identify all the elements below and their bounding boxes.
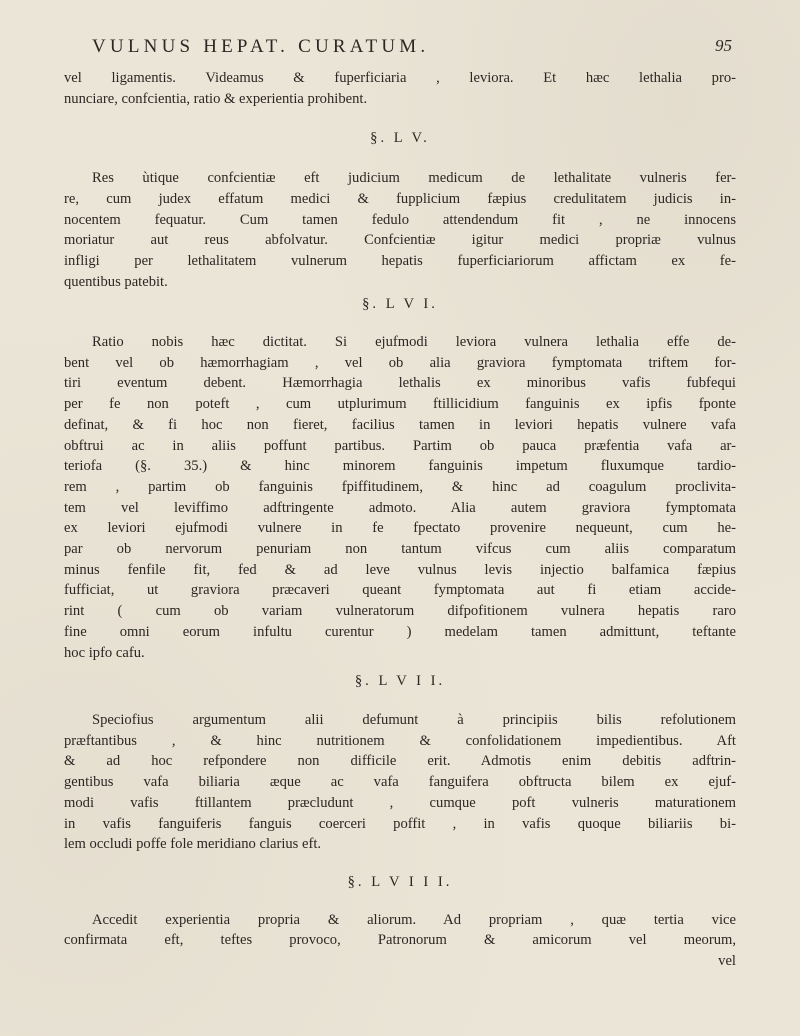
text-line: moriatur aut reus abfolvatur. Confcientiæ igitur medici propriæ vulnus — [64, 232, 736, 249]
text-line: lem occludi poffe fole meridiano clarius eft. — [64, 836, 322, 853]
text-line: Res ùtique confcientiæ eft judicium medicum de lethalitate vulneris fer- — [92, 170, 736, 187]
text-line: tiri eventum debent. Hæmorrhagia lethalis ex minoribus vafis fubfequi — [64, 375, 736, 392]
text-line: nunciare, confcientia, ratio & experientia prohibent. — [64, 90, 368, 107]
section-heading: §. L V I I I. — [347, 873, 453, 890]
running-title: VULNUS HEPAT. CURATUM. — [92, 36, 430, 57]
section-heading: §. L V. — [370, 130, 430, 147]
paragraph-4 — [64, 910, 736, 972]
paragraph-0 — [64, 68, 736, 109]
text-line: re, cum judex effatum medici & fupplicium fæpius credulitatem judicis in- — [64, 190, 736, 207]
text-line: Accedit experientia propria & aliorum. Ad propriam , quæ tertia vice — [92, 911, 736, 928]
text-line: fine omni eorum infultu curentur ) medelam tamen admittunt, teftante — [64, 623, 736, 640]
paragraph-1 — [64, 168, 736, 292]
text-line: teriofa (§. 35.) & hinc minorem fanguinis impetum fluxumque tardio- — [64, 458, 736, 475]
text-line: par ob nervorum penuriam non tantum vifcus cum aliis comparatum — [64, 541, 736, 558]
text-line: rint ( cum ob variam vulneratorum difpofitionem vulnera hepatis raro — [64, 603, 736, 620]
catchword: vel — [718, 953, 736, 970]
text-line: quentibus patebit. — [64, 273, 168, 290]
running-head — [92, 36, 732, 64]
text-line: in vafis fanguiferis fanguis coerceri poffit , in vafis quoque biliariis bi- — [64, 815, 736, 832]
section-heading: §. L V I. — [362, 296, 438, 313]
text-line: per fe non poteft , cum utplurimum ftillicidium fanguinis ex ipfis fponte — [64, 396, 736, 413]
text-line: definat, & fi hoc non fieret, facilius tamen in leviori hepatis vulnere vafa — [64, 416, 736, 433]
text-line: præftantibus , & hinc nutritionem & confolidationem impedientibus. Aft — [64, 732, 736, 749]
text-line: fufficiat, ut graviora præcaveri queant fymptomata aut fi etiam accide- — [64, 582, 736, 599]
paragraph-2 — [64, 332, 736, 663]
section-heading: §. L V I I. — [354, 673, 446, 690]
text-line: Ratio nobis hæc dictitat. Si ejufmodi leviora vulnera lethalia effe de- — [92, 334, 736, 351]
text-line: Speciofius argumentum alii defumunt à principiis bilis refolutionem — [92, 711, 736, 728]
page-number: 95 — [715, 36, 732, 55]
text-line: rem , partim ob fanguinis fpiffitudinem, & hinc ad coagulum proclivita- — [64, 478, 736, 495]
text-line: & ad hoc refpondere non difficile erit. Admotis enim debitis adftrin- — [64, 753, 736, 770]
text-line: confirmata eft, teftes provoco, Patronorum & amicorum vel meorum, — [64, 932, 736, 949]
text-line: gentibus vafa biliaria æque ac vafa fanguifera obftructa bilem ex ejuf- — [64, 774, 736, 791]
text-line: hoc ipfo cafu. — [64, 644, 145, 661]
text-line: ex leviori ejufmodi vulnere in fe fpectato provenire nequeunt, cum he- — [64, 520, 736, 537]
text-line: obftrui ac in aliis poffunt partibus. Partim ob pauca præfentia vafa ar- — [64, 437, 736, 454]
text-line: vel ligamentis. Videamus & fuperficiaria , leviora. Et hæc lethalia pro- — [64, 70, 736, 86]
body-text — [64, 68, 736, 972]
text-line: minus fenfile fit, fed & ad leve vulnus levis injectio balfamica fæpius — [64, 561, 736, 578]
text-line: bent vel ob hæmorrhagiam , vel ob alia graviora fymptomata triftem for- — [64, 354, 736, 371]
text-line: tem vel leviffimo adftringente admoto. Alia autem graviora fymptomata — [64, 499, 736, 516]
text-line: infligi per lethalitatem vulnerum hepatis fuperficiariorum affictam ex fe- — [64, 252, 736, 269]
paragraph-3 — [64, 710, 736, 855]
text-line: nocentem fequatur. Cum tamen fedulo attendendum fit , ne innocens — [64, 211, 736, 228]
text-line: modi vafis ftillantem præcludunt , cumque poft vulneris maturationem — [64, 794, 736, 811]
